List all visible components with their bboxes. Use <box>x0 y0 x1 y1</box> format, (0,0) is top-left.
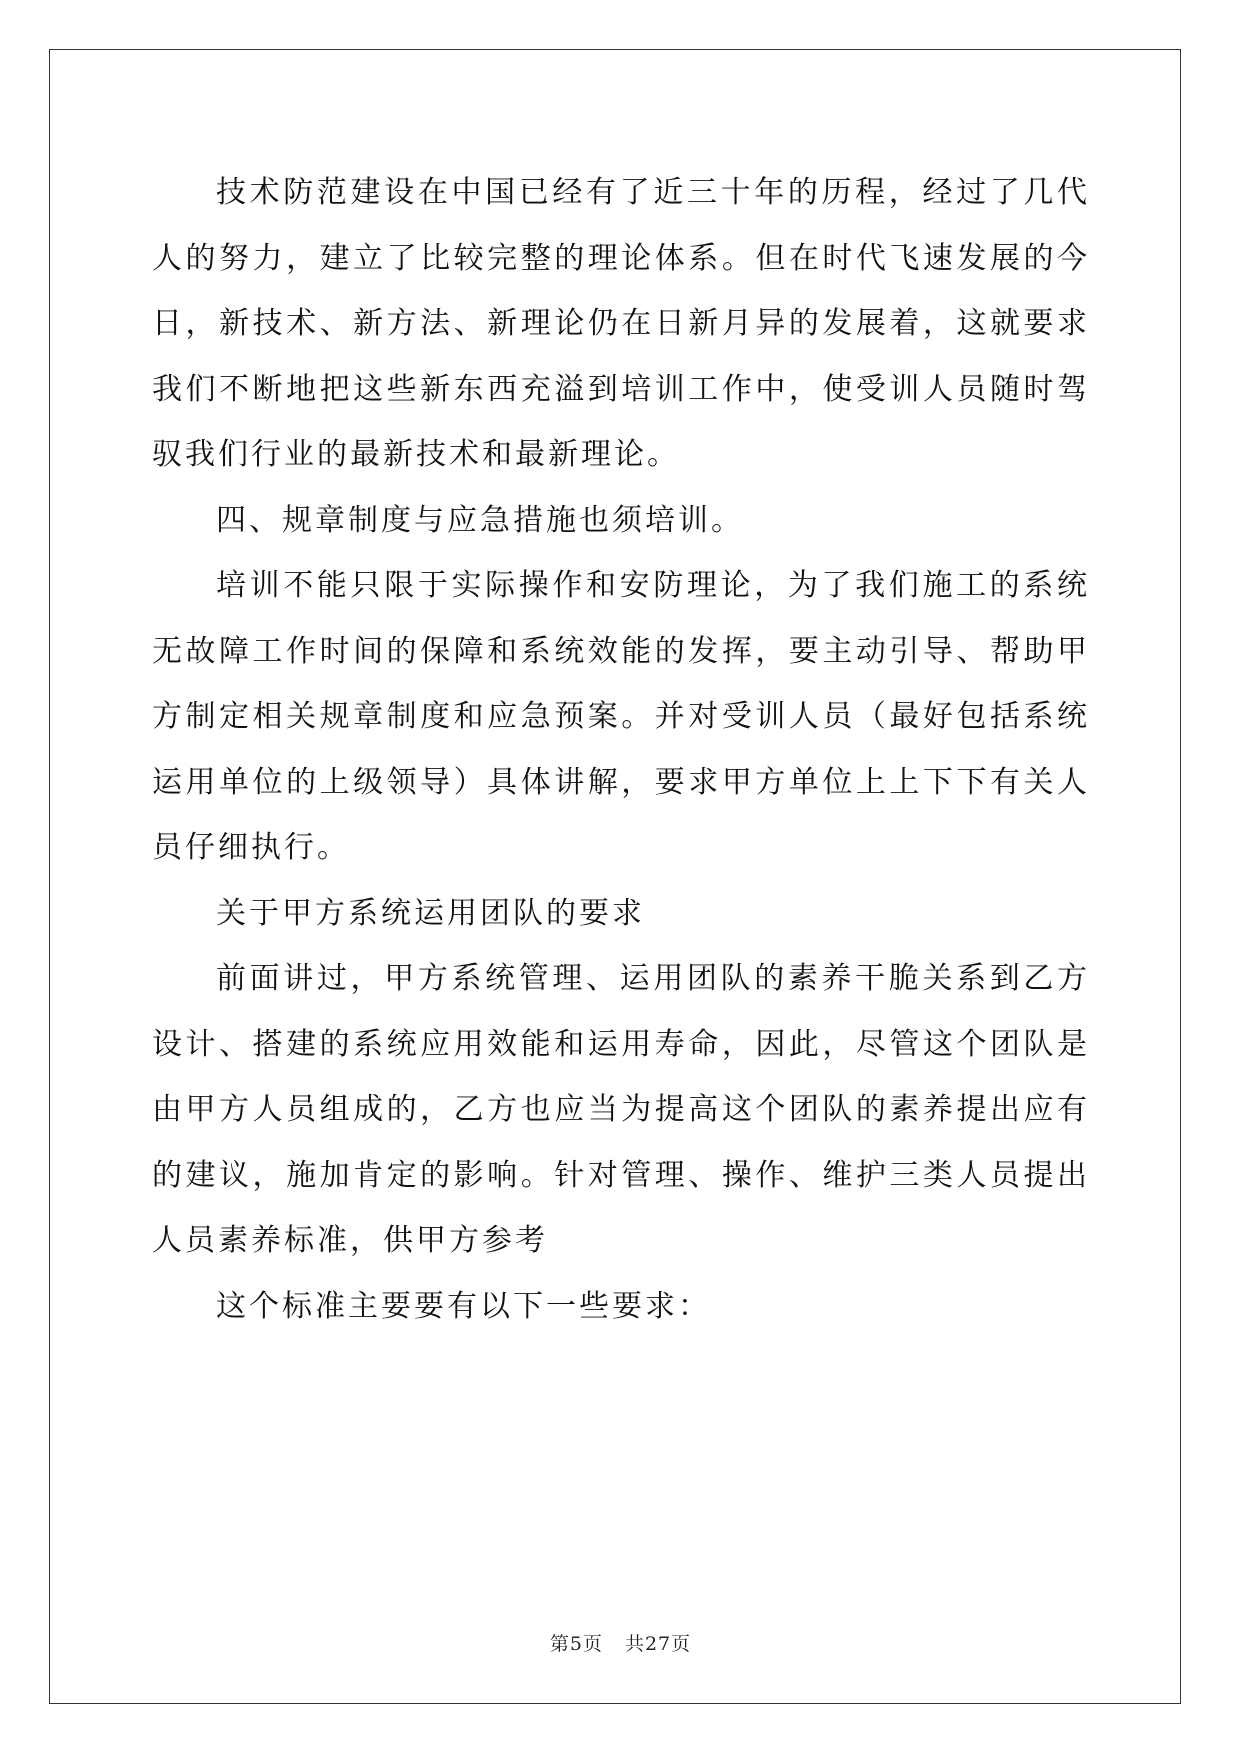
paragraph-section-four-heading: 四、规章制度与应急措施也须培训。 <box>216 502 744 538</box>
page-footer <box>0 1629 1241 1656</box>
page-number: 第5页 <box>549 1633 603 1655</box>
paragraph-standard-requirements: 这个标准主要要有以下一些要求： <box>216 1288 711 1324</box>
paragraph-team-quality: 前面讲过，甲方系统管理、运用团队的素养干脆关系到乙方设计、搭建的系统应用效能和运用寿命，因此，尽管这个团队是由甲方人员组成的，乙方也应当为提高这个团队的素养提出应有的建议，施加肯定的影响。针对管理、操作、维护三类人员提出人员素养标准，供甲方参考 <box>152 961 1090 1258</box>
document-body <box>152 160 1090 1339</box>
paragraph-tech-defense: 技术防范建设在中国已经有了近三十年的历程，经过了几代人的努力，建立了比较完整的理论体系。但在时代飞速发展的今日，新技术、新方法、新理论仍在日新月异的发展着，这就要求我们不断地把这些新东西充溢到培训工作中，使受训人员随时驾驭我们行业的最新技术和最新理论。 <box>152 175 1090 472</box>
paragraph-training-rules: 培训不能只限于实际操作和安防理论，为了我们施工的系统无故障工作时间的保障和系统效能的发挥，要主动引导、帮助甲方制定相关规章制度和应急预案。并对受训人员（最好包括系统运用单位的上级领导）具体讲解，要求甲方单位上上下下有关人员仔细执行。 <box>152 568 1090 865</box>
page-total: 共27页 <box>624 1633 692 1655</box>
paragraph-team-requirements-heading: 关于甲方系统运用团队的要求 <box>216 895 645 931</box>
